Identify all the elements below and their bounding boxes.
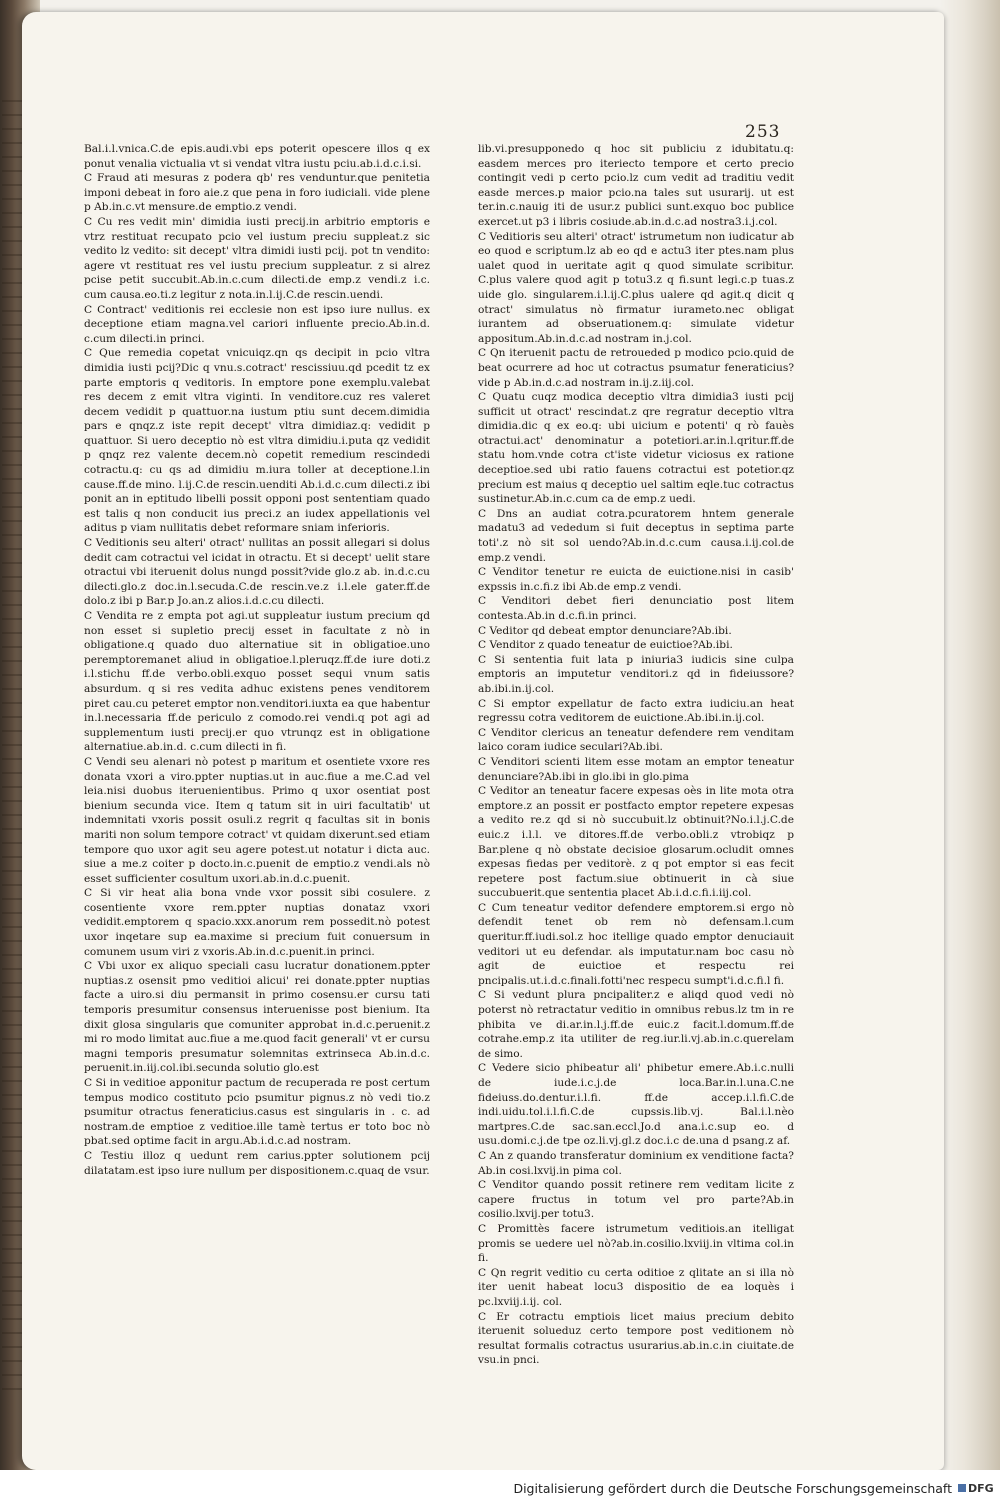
right-column-paragraph: C Veditor an teneatur facere expesas oès in lite mota otra emptore.z an possit er postfacto emptor repetere expesas a vedito re.z qd si nò succubuit.lz obtinuit?No.i.l.j.C.de euic.z i.l.l. ve ditores.ff.de verbo.obli.z vtrobiqz p Bar.plene q nò obstate decisioe glosarum.ocludit omnes expesas fiedas per veditorè. z q pot emptor si eas fecit repetere post factum.siue obtinuerit in cà siue succubuerit.que sententia placet Ab.i.d.c.fi.i.iij.col. <box>478 785 794 900</box>
right-column-paragraph: C Venditor tenetur re euicta de euictione.nisi in casib' expssis in.c.fi.z ibi Ab.de emp.z vendi. <box>478 566 794 593</box>
left-column-paragraph: C Contract' veditionis rei ecclesie non est ipso iure nullus. ex deceptione etiam magna.vel cariori influente precio.Ab.in.d. c.cum dilecti.in princi. <box>84 303 430 345</box>
right-column-paragraph: C Qn regrit veditio cu certa oditioe z qlitate an si illa nò iter uenit habeat locu3 dispositio de ea loquès i pc.lxviij.i.ij. col. <box>478 1266 794 1308</box>
right-column-paragraph: C Venditor z quado teneatur de euictioe?Ab.ibi. <box>478 639 733 652</box>
right-column-paragraph: C Qn iteruenit pactu de retroueded p modico pcio.quid de beat ocurrere ad hoc ut cotractus psumatur feneraticius? vide p Ab.in.d.c.ad nostram in.ij.z.iij.col. <box>478 347 794 389</box>
right-column-paragraph: C Venditor quando possit retinere rem veditam licite z capere fructus in totum vel pro parte?Ab.in cosilio.lxvij.per totu3. <box>478 1179 794 1221</box>
right-column-paragraph: C Si sententia fuit lata p iniuria3 iudicis sine culpa emptoris an imputetur venditori.z qd in fideiussore?ab.ibi.in.ij.col. <box>478 653 794 695</box>
left-column-paragraph: C Cu res vedit min' dimidia iusti precij.in arbitrio emptoris e vtrz restituat recupato pcio vel iustum preciu suppleat.z sic vedito lz vedito: sit decept' vltra dimidi iusti pcij. pot tn vendito: agere vt restituat res vel iustu precium suppleatur. z si alrez pcise petit succubit.Ab.in.c.cum dilecti.de emp.z vendi.z i.c. cum causa.eo.ti.z legitur z nota.in.l.ij.C.de rescin.uendi. <box>84 215 430 301</box>
right-column-paragraph: C Veditor qd debeat emptor denunciare?Ab.ibi. <box>478 624 732 637</box>
left-column-paragraph: Bal.i.l.vnica.C.de epis.audi.vbi eps poterit opescere illos q ex ponut venalia victualia vt si vendat vltra iustu pciu.ab.i.d.c.i.si. <box>84 143 430 170</box>
right-column-paragraph: lib.vi.presupponedo q hoc sit publiciu z idubitatu.q: easdem merces pro iteriecto tempore et certo precio contingit vedi p certo pcio.lz cum vedit ad traditiu vedit easde merces.p maior pcio.na tales sut usurarij. ut est ter.in.c.nauig iti de usur.z publici sunt.exquo boc publice exercet.ut p3 i libris cosiude.ab.in.d.c.ad nostra3.i.j.col. <box>478 143 794 228</box>
right-column-paragraph: C Si emptor expellatur de facto extra iudiciu.an heat regressu cotra veditorem de euictione.Ab.ibi.in.ij.col. <box>478 697 794 725</box>
right-column-paragraph: C Venditori scienti litem esse motam an emptor teneatur denunciare?Ab.ibi in glo.ibi in glo.pima <box>478 755 794 783</box>
left-column-paragraph: C Veditionis seu alteri' otract' nullitas an possit allegari si dolus dedit cam cotractui vel icidat in otractu. Et si decept' uelit stare otractui vbi iteruenit dolus nungd possit?vide glo.z ab. in.d.c.cu dilecti.glo.z doc.in.l.secuda.C.de rescin.ve.z i.l.ele gater.ff.de dolo.z ibi p Bar.p Jo.an.z alios.i.d.c.cu dilecti. <box>84 537 430 608</box>
right-column-paragraph: C Vedere sicio phibeatur ali' phibetur emere.Ab.i.c.nulli de iude.i.c.j.de loca.Bar.in.l.una.C.ne fideiuss.do.dentur.i.l.fi. ff.de accep.i.l.fi.C.de indi.uidu.tol.i.l.fi.C.de cupssis.lib.vj. Bal.i.l.nèo martpres.C.de sac.san.eccl.Jo.d ana.i.c.sup eo. d usu.domi.c.j.de tpe oz.li.vj.gl.z doc.i.c de.una d psang.z af. <box>478 1062 794 1148</box>
right-column-paragraph: C An z quando transferatur dominium ex venditione facta? Ab.in cosi.lxvij.in pima col. <box>478 1149 794 1177</box>
left-column-paragraph: C Fraud ati mesuras z podera qb' res venduntur.que penitetia imponi debeat in foro aie.z que pena in foro iudiciali. vide plene p Ab.in.c.vt mensure.de emptio.z vendi. <box>84 172 430 214</box>
right-column-paragraph: C Dns an audiat cotra.pcuratorem hntem generale madatu3 ad vededum si fuit deceptus in septima parte toti'.z nò sit sol uendo?Ab.in.d.c.cum causa.i.ij.col.de emp.z vendi. <box>478 507 794 564</box>
right-column-paragraph: C Venditori debet fieri denunciatio post litem contesta.Ab.in d.c.fi.in princi. <box>478 595 794 622</box>
left-column-paragraph: C Vendita re z empta pot agi.ut suppleatur iustum precium qd non esset si supletio precij esset in facultate z nò in obligatione.q quado duo alternatiue sit in obligatioe.uno peremptoremanet aliud in obligatioe.l.pleruqz.ff.de iure doti.z i.l.stichu ff.de verbo.obli.exquo posset sequi vnum satis absurdum. q si res vedita adhuc existens penes venditorem piret cau.cu peteret emptor non.venditori.iuxta ea que habentur in.l.necessaria ff.de periculo z comodo.rei vendi.q pot agi ad supplementum iusti precij.er quo vtrunqz est in obligatione alternatiue.ab.in.d. c.cum dilecti in fi. <box>84 610 430 754</box>
dfg-logo-mark-icon <box>958 1484 966 1492</box>
right-column-paragraph: C Si vedunt plura pncipaliter.z e aliqd quod vedi nò poterst nò retractatur veditio in omnibus rebus.lz tm in re phibita ve di.ar.in.l.j.ff.de euic.z facit.l.domum.ff.de cotrahe.emp.z ita utiliter de reg.iur.li.vj.ab.in.c.querelam de simo. <box>478 989 794 1060</box>
right-column-paragraph: C Quatu cuqz modica deceptio vltra dimidia3 iusti pcij sufficit ut otract' rescindat.z qre regratur deceptio vltra dimidia.dic q ex eo.q: ubi uicium e potenti' q rò fauès otractui.act' denominatur a potetiori.ar.in.l.qritur.ff.de statu hom.vnde cotra ct'iste videtur viciosus ex ratione deceptioe.sed ubi ratio fauens cotractui est potetior.qz precium est maius q deceptio uel saltim eqle.tuc cotractus sustinetur.Ab.in.c.cum ca de emp.z uedi. <box>478 391 794 506</box>
right-column-paragraph: C Veditioris seu alteri' otract' istrumetum non iudicatur ab eo quod e scriptum.lz ab eo qd e actu3 iter ptes.nam plus ualet quod in ueritate agit q quod simulate scribitur. C.plus valere quod agit p totu3.z q fi.sunt legi.c.p tuas.z uide glo. singularem.i.l.ij.C.plus ualere qd agit.q dicit q otract' simulatus nò firmatur iurameto.nec obligat iurantem ad obseruationem.q: simulate videtur appositum.Ab.in.d.c.ad nostram in.j.col. <box>478 230 794 345</box>
right-column-paragraph: C Er cotractu emptiois licet maius precium debito iteruenit solueduz certo tempore post veditionem nò resultat formalis cotractus usurarius.ab.in.c.in ciuitate.de vsu.in pnci. <box>478 1310 794 1367</box>
page-number: 253 <box>745 122 781 142</box>
footer-credit: Digitalisierung gefördert durch die Deutsche Forschungsgemeinschaft <box>513 1481 952 1496</box>
dfg-logo-label: DFG <box>968 1481 994 1495</box>
right-column <box>478 142 794 1368</box>
right-column-paragraph: C Cum teneatur veditor defendere emptorem.si ergo nò defendit tenet ob rem nò defensam.l.cum queritur.ff.iudi.sol.z hoc itellige quado emptor denuciauit veditori ut eu defendar. als imputatur.nam boc casu nò agit de euictioe et respectu rei pncipalis.ut.i.d.c.finali.fotti'nec respecu sumpt'i.d.c.fi.l fi. <box>478 901 794 987</box>
right-column-paragraph: C Promittès facere istrumetum veditiois.an itelligat promis se uedere uel nò?ab.in.cosilio.lxviij.in vltima col.in fi. <box>478 1222 794 1265</box>
left-column-paragraph: C Que remedia copetat vnicuiqz.qn qs decipit in pcio vltra dimidia iusti pcij?Dic q vnu.s.cotract' rescissiuu.qd pcedit tz ex parte emptoris q veditoris. In emptore pone exemplu.valebat res decem z emit vltra viginti. In venditore.cuz res valeret decem vedidit p quattuor.na iustum ptiu sunt decem.dimidia pars e qnqz.z iste repit decept' vltra dimidiaz.q: vedidit p quattuor. Si uero deceptio nò est vltra dimidiu.i.puta qz vedidit p qnqz rez valente decem.nò copetit remedium rescindedi cotractu.q: cu qs ad dimidiu m.iura toller at deceptione.l.in cause.ff.de mino. l.ij.C.de rescin.uenditi Ab.i.d.c.cum dilecti.z ibi ponit an in eptitudo libelli possit opponi post sententiam quado est talis q non conducit ius preci.z an iudex appellationis vel aditus p viam nullitatis debet reformare sniam inferioris. <box>84 347 430 535</box>
left-column <box>84 142 430 1178</box>
left-column-paragraph: C Si in veditioe apponitur pactum de recuperada re post certum tempus modico costituto pcio psumitur pignus.z nò vedi tio.z psumitur otractus feneraticius.casus est singularis in . c. ad nostram.de emptioe z veditioe.ille tamè tertus er toto boc nò pbat.sed optime facit in argu.Ab.i.d.c.ad nostram. <box>84 1077 430 1148</box>
dfg-logo <box>958 1480 994 1496</box>
left-column-paragraph: C Testiu illoz q uedunt rem carius.ppter solutionem pcij dilatatam.est ipso iure nullum per dispositionem.c.quaq de vsur. <box>84 1149 430 1177</box>
digitization-footer <box>0 1470 1000 1506</box>
page-stack-edge <box>940 0 1000 1506</box>
right-column-paragraph: C Venditor clericus an teneatur defendere rem venditam laico coram iudice seculari?Ab.ibi. <box>478 726 794 754</box>
left-column-paragraph: C Vendi seu alenari nò potest p maritum et osentiete vxore res donata vxori a viro.ppter nuptias.ut in auc.fiue a me.C.ad vel leia.nisi duobus iteruenientibus. Primo q uxor osentiat post bienium secunda vice. Item q tatum sit in uiri facultatib' ut indemnitati vxoris possit osuli.z regrit q facultas sit in bonis mariti non solum tempore cotract' vt quidam dixerunt.sed etiam tempore quo uxor agit seu agere potest.ut notatur i dicta auc. siue a me.z coiter p docto.in.c.puenit de emptio.z vendi.als nò esset sufficienter cosultum uxori.ab.in.d.c.puenit. <box>84 755 430 885</box>
left-column-paragraph: C Si vir heat alia bona vnde vxor possit sibi cosulere. z cosentiente vxore rem.ppter nuptias donataz vxori vedidit.emptorem q spacio.xxx.anorum rem possedit.nò potest uxor inqetare sup ea.maxime si precium fuit conuersum in comunem usum viri z vxoris.Ab.in.d.c.puenit.in princi. <box>84 887 430 958</box>
left-column-paragraph: C Vbi uxor ex aliquo speciali casu lucratur donationem.ppter nuptias.z osensit pmo veditioi alicui' rei donate.ppter nuptias facte a uiro.si diu permansit in primo cosensu.er cursu tati temporis presumitur consensus interuenisse post bienium. Ita dixit glosa singularis que comuniter approbat in.d.c.peruenit.z mi ro modo limitat auc.fiue a me.quod facit generali' vt er cursu magni temporis presumatur solemnitas extrinseca Ab.in.d.c. peruenit.in.iij.col.ibi.secunda solutio glo.est <box>84 960 430 1075</box>
